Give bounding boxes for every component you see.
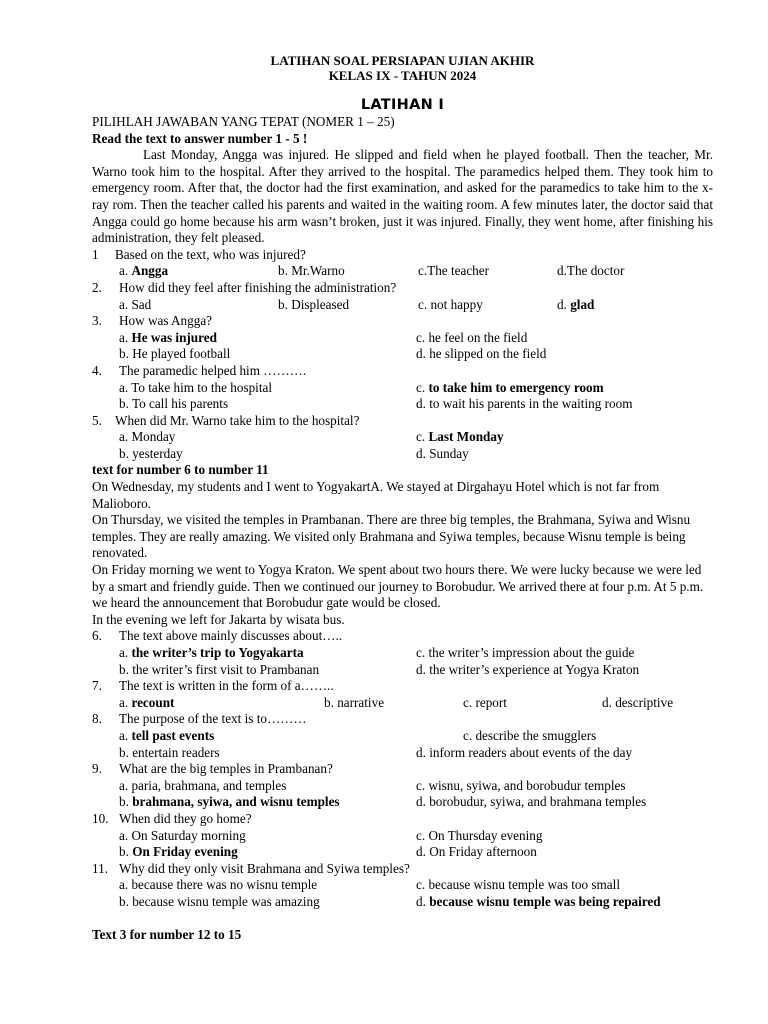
option-letter: d. <box>416 893 430 909</box>
option-text-answer: Angga <box>131 263 169 279</box>
question-11-options-row1 <box>92 877 713 894</box>
option-a: a. Sad <box>119 296 152 312</box>
question-8-options-row2 <box>92 745 713 762</box>
option-b <box>119 794 416 811</box>
option-letter: a. <box>119 694 132 710</box>
option-b: b. because wisnu temple was amazing <box>119 893 320 909</box>
option-c: c. because wisnu temple was too small <box>416 877 620 893</box>
option-d: d. Sunday <box>416 445 469 461</box>
option-d: d. inform readers about events of the day <box>416 744 633 760</box>
question-9-options-row2 <box>92 794 713 811</box>
option-d: d. borobudur, syiwa, and brahmana temples <box>416 794 647 810</box>
question-text: The text above mainly discusses about….. <box>119 628 343 644</box>
question-9 <box>92 761 713 778</box>
question-number: 10. <box>92 810 109 826</box>
option-d: d. On Friday afternoon <box>416 844 537 860</box>
spacer <box>92 911 713 927</box>
option-text-answer: tell past events <box>131 727 215 743</box>
option-d: d.The doctor <box>557 263 625 279</box>
question-5-options-row2 <box>92 446 713 463</box>
option-b: b. the writer’s first visit to Prambanan <box>119 661 320 677</box>
question-6-options-row1 <box>92 645 713 662</box>
question-8-options-row1 <box>92 728 713 745</box>
option-letter: b. <box>119 844 133 860</box>
option-c: c.The teacher <box>418 263 490 279</box>
text2-paragraph-1: On Wednesday, my students and I went to YogyakartA. We stayed at Dirgahayu Hotel which is not far from Malioboro. <box>92 479 660 511</box>
question-text: When did Mr. Warno take him to the hospital? <box>115 412 360 428</box>
option-letter: a. <box>119 329 132 345</box>
question-text: Why did they only visit Brahmana and Syiwa temples? <box>119 860 410 876</box>
option-b: b. Mr.Warno <box>278 263 345 279</box>
option-b: b. narrative <box>324 694 385 710</box>
option-c <box>416 429 504 446</box>
option-a <box>119 728 463 745</box>
question-2-options <box>92 297 713 314</box>
option-a <box>119 263 278 280</box>
option-c: c. not happy <box>418 296 483 312</box>
option-d: d. the writer’s experience at Yogya Kraton <box>416 661 640 677</box>
question-11-options-row2 <box>92 894 713 911</box>
option-a: a. because there was no wisnu temple <box>119 877 318 893</box>
option-letter: c. <box>416 379 429 395</box>
question-number: 4. <box>92 362 102 378</box>
question-text: The text is written in the form of a…….. <box>119 678 334 694</box>
option-c: c. he feel on the field <box>416 329 528 345</box>
text1-heading: Read the text to answer number 1 - 5 ! <box>92 130 308 146</box>
question-1 <box>92 247 713 264</box>
option-d <box>557 297 594 314</box>
section-title: LATIHAN I <box>360 97 445 113</box>
question-7-options <box>92 695 713 712</box>
option-b: b. Displeased <box>278 296 350 312</box>
question-number: 3. <box>92 313 102 329</box>
text3-heading: Text 3 for number 12 to 15 <box>92 926 242 942</box>
text1-body: Last Monday, Angga was injured. He slipped and field when he played football. Then the teacher, Mr. Warno took him to the hospital. After they arrived to the hospital. The paramedics helped them. They took him to emergency room. After that, the doctor had the first examination, and asked for the paramedics to take him to the x- ray rom. Then the teacher called his parents and waited in the waiting room. A few minutes later, the doctor said that Angga could go home because his arm wasn’t broken, just it was injured. Finally, they went home, after finishing his administration, they felt pleased. <box>92 147 713 246</box>
option-d <box>416 894 661 911</box>
option-letter: b. <box>119 794 133 810</box>
question-text: How did they feel after finishing the administration? <box>119 279 397 295</box>
instruction: PILIHLAH JAWABAN YANG TEPAT (NOMER 1 – 25) <box>92 114 395 129</box>
option-c: c. On Thursday evening <box>416 827 543 843</box>
option-letter: c. <box>416 429 429 445</box>
question-10-options-row1 <box>92 828 713 845</box>
option-text-answer: because wisnu temple was being repaired <box>429 893 661 909</box>
option-a <box>119 330 416 347</box>
option-a: a. Monday <box>119 429 176 445</box>
option-d: d. to wait his parents in the waiting room <box>416 396 633 412</box>
question-4-options-row2 <box>92 396 713 413</box>
question-number: 9. <box>92 761 102 777</box>
option-c: c. the writer’s impression about the guide <box>416 645 635 660</box>
question-6-options-row2 <box>92 662 713 679</box>
question-10 <box>92 811 713 828</box>
question-10-options-row2 <box>92 844 713 861</box>
option-letter: a. <box>119 263 132 279</box>
question-text: The purpose of the text is to……… <box>119 711 307 727</box>
question-2 <box>92 280 713 297</box>
question-11 <box>92 861 713 878</box>
question-number: 7. <box>92 678 102 694</box>
question-text: The paramedic helped him ………. <box>119 362 307 378</box>
option-d: d. descriptive <box>602 694 674 710</box>
question-9-options-row1 <box>92 778 713 795</box>
option-c: c. wisnu, syiwa, and borobudur temples <box>416 777 626 793</box>
option-b <box>119 844 416 861</box>
question-6 <box>92 628 713 645</box>
doc-title-line2: KELAS IX - TAHUN 2024 <box>328 67 477 83</box>
worksheet-page <box>92 54 713 943</box>
option-letter: a. <box>119 727 132 743</box>
option-text-answer: recount <box>131 694 175 710</box>
question-3 <box>92 313 713 330</box>
question-4-options-row1 <box>92 380 713 397</box>
option-letter: d. <box>557 296 571 312</box>
option-text-answer: glad <box>570 296 595 312</box>
question-number: 2. <box>92 279 102 295</box>
option-text-answer: the writer’s trip to Yogyakarta <box>131 645 304 660</box>
question-4 <box>92 363 713 380</box>
option-a: a. paria, brahmana, and temples <box>119 777 287 793</box>
question-number: 8. <box>92 711 102 727</box>
question-1-options <box>92 263 713 280</box>
question-5 <box>92 413 713 430</box>
option-text-answer: He was injured <box>131 329 217 345</box>
question-3-options-row2 <box>92 346 713 363</box>
option-text-answer: Last Monday <box>428 429 504 445</box>
question-number: 11. <box>92 860 108 876</box>
option-b: b. He played football <box>119 346 231 362</box>
question-number: 5. <box>92 412 102 428</box>
option-d: d. he slipped on the field <box>416 346 547 362</box>
option-a <box>119 695 324 712</box>
option-c: c. report <box>463 694 507 710</box>
question-text: What are the big temples in Prambanan? <box>119 761 333 777</box>
question-3-options-row1 <box>92 330 713 347</box>
option-a: a. To take him to the hospital <box>119 379 273 395</box>
option-text-answer: brahmana, syiwa, and wisnu temples <box>132 794 340 810</box>
option-text-answer: to take him to emergency room <box>428 379 604 395</box>
question-5-options-row1 <box>92 429 713 446</box>
question-number: 6. <box>92 628 102 644</box>
doc-title-line1: LATIHAN SOAL PERSIAPAN UJIAN AKHIR <box>270 53 535 68</box>
text2-paragraph-3: On Friday morning we went to Yogya Kraton. We spent about two hours there. We were lucky because we were led by a smart and friendly guide. Then we continued our journey to Borobudur. We arrived there at four p.m. At 5 p.m. we heard the announcement that Borobudur gate would be closed. <box>92 562 704 611</box>
text2-paragraph-2: On Thursday, we visited the temples in Prambanan. There are three big temples, the Brahmana, Syiwa and Wisnu temples. They are really amazing. We visited only Brahmana and Syiwa temples, because Wisnu temple is being renovated. <box>92 512 691 561</box>
option-a <box>119 645 416 662</box>
question-text: Based on the text, who was injured? <box>115 246 306 262</box>
text2-paragraph-4: In the evening we left for Jakarta by wisata bus. <box>92 611 345 627</box>
text2-heading: text for number 6 to number 11 <box>92 462 269 478</box>
question-text: How was Angga? <box>119 313 213 329</box>
question-number: 1 <box>92 246 99 262</box>
question-8 <box>92 711 713 728</box>
option-b: b. entertain readers <box>119 744 220 760</box>
option-c: c. describe the smugglers <box>463 727 597 743</box>
option-b: b. To call his parents <box>119 396 229 412</box>
option-b: b. yesterday <box>119 445 183 461</box>
question-text: When did they go home? <box>119 810 252 826</box>
option-letter: a. <box>119 645 132 660</box>
option-a: a. On Saturday morning <box>119 827 246 843</box>
option-c <box>416 380 604 397</box>
option-text-answer: On Friday evening <box>132 844 238 860</box>
question-7 <box>92 678 713 695</box>
